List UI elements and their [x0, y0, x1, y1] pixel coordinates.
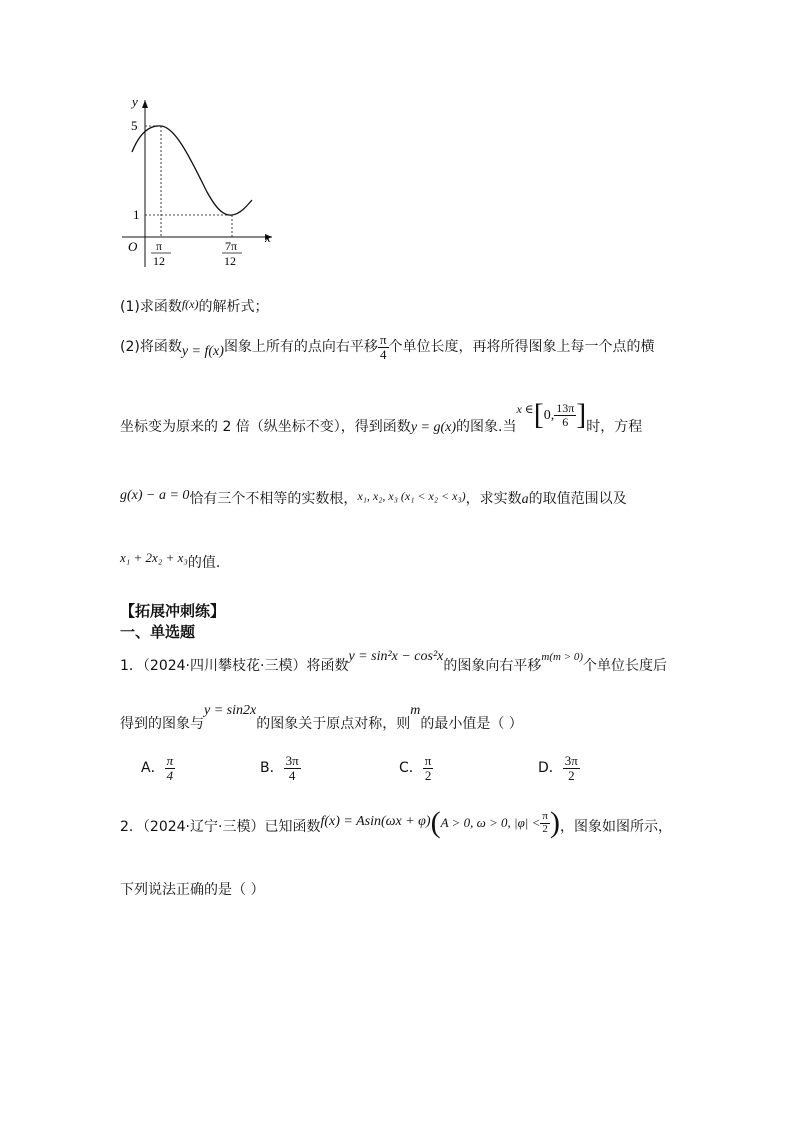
- x-axis-label: x: [265, 230, 271, 245]
- x-tick1-den: 12: [153, 254, 165, 268]
- p1-text-4: 的最小值是（ ）: [420, 716, 523, 732]
- question-2-line-4: [120, 550, 220, 572]
- p1-number: 1．: [120, 658, 143, 674]
- option-c-num: π: [424, 753, 432, 768]
- q2-interval-den: 6: [562, 414, 569, 429]
- option-d[interactable]: [538, 754, 580, 782]
- problem-2-line-1: [120, 808, 672, 838]
- option-c-label: C．: [399, 760, 423, 777]
- p2-left-paren: (: [430, 806, 441, 839]
- q2-line3c: 的取值范围以及: [528, 491, 627, 507]
- option-a-label: A．: [141, 760, 165, 777]
- right-bracket: ]: [576, 398, 587, 431]
- option-c-den: 2: [424, 767, 432, 783]
- q2-interval-num: 13π: [556, 400, 575, 415]
- q2-interval-left: 0,: [543, 408, 555, 423]
- p1-m-cond: m(m > 0): [541, 651, 584, 663]
- section-heading: 【拓展冲刺练】: [120, 602, 226, 620]
- q2-expr: y = f(x): [181, 344, 224, 360]
- q2-a: a: [521, 492, 529, 507]
- p2-cond-fraction: [540, 811, 550, 835]
- subsection-heading: 一、单选题: [120, 623, 196, 641]
- q2-x-in: x ∈: [516, 402, 534, 416]
- q2-gfunc: y = g(x): [410, 420, 457, 435]
- option-d-fraction: [563, 754, 580, 782]
- p1-m: m: [410, 703, 421, 718]
- option-b-label: B．: [260, 760, 284, 777]
- p1-source: （2024·四川攀枝花·三模）将函数: [142, 658, 349, 674]
- option-c[interactable]: [399, 754, 433, 782]
- q2-sum: x₁ + 2x₂ + x₃: [120, 550, 188, 565]
- option-a-fraction: [165, 754, 176, 782]
- q2-line3b: ，求实数: [465, 491, 522, 507]
- p1-text-1: 的图象向右平移: [443, 658, 542, 674]
- function-graph: [112, 92, 282, 272]
- question-2-line-2: [120, 400, 642, 436]
- q2-interval-fraction: [554, 402, 576, 428]
- p2-line2: 下列说法正确的是（ ）: [120, 882, 265, 898]
- q2-prefix: (2)将函数: [120, 339, 182, 356]
- option-b-fraction: [284, 754, 301, 782]
- x-tick2-num: 7π: [225, 239, 238, 253]
- q1-func: f(x): [181, 297, 199, 311]
- q2-line2b: 的图象.当: [456, 419, 517, 435]
- p1-text-2: 个单位长度后: [583, 658, 668, 674]
- question-2-line-1: [120, 333, 655, 361]
- problem-1-line-1: [120, 649, 667, 675]
- p2-source: （2024·辽宁·三模）已知函数: [142, 819, 321, 835]
- question-2-line-3: [120, 488, 627, 508]
- q2-shift-num: π: [379, 332, 387, 347]
- p1-text-3: 的图象关于原点对称，则: [256, 716, 411, 732]
- p1-f2: y = sin2x: [204, 703, 257, 718]
- p2-text-1: ，图象如图所示，: [559, 819, 672, 835]
- y-axis-arrow: [142, 100, 148, 108]
- option-b-num: 3π: [285, 753, 299, 768]
- problem-2-line-2: [120, 879, 264, 899]
- y-axis-label: y: [132, 94, 138, 109]
- x-tick2-den: 12: [224, 254, 236, 268]
- q2-text-2: 个单位长度，再将所得图象上每一个点的横: [388, 339, 655, 356]
- q2-roots: x₁, x₂, x₃ (x₁ < x₂ < x₃): [357, 489, 466, 503]
- origin-label: O: [128, 239, 138, 254]
- p2-func: f(x) = Asin(ωx + φ): [320, 814, 431, 829]
- q1-suffix: 的解析式；: [198, 299, 269, 315]
- p2-right-paren: ): [549, 806, 560, 839]
- option-c-fraction: [423, 754, 434, 782]
- option-b-den: 4: [288, 767, 296, 783]
- question-1: [120, 296, 269, 316]
- y-max-label: 5: [131, 118, 138, 133]
- q2-equation: g(x) − a = 0: [120, 488, 190, 503]
- left-bracket: [: [533, 398, 544, 431]
- p1-line2: 得到的图象与: [120, 716, 204, 732]
- option-d-num: 3π: [564, 753, 578, 768]
- p2-number: 2．: [120, 819, 143, 835]
- q2-text-1: 图象上所有的点向右平移: [223, 339, 378, 356]
- q2-shift-fraction: [378, 333, 389, 361]
- problem-1-line-2: [120, 703, 523, 733]
- p2-cond-den: 2: [542, 822, 548, 835]
- q2-line2: 坐标变为原来的 2 倍（纵坐标不变），得到函数: [120, 419, 411, 435]
- p2-cond-num: π: [542, 809, 548, 822]
- q2-line4: 的值.: [187, 555, 221, 571]
- option-b[interactable]: [260, 754, 301, 782]
- q2-line3: 恰有三个不相等的实数根，: [189, 491, 358, 507]
- p2-cond: A > 0, ω > 0, |φ| <: [440, 815, 541, 830]
- option-a[interactable]: [141, 754, 175, 782]
- p1-func: y = sin²x − cos²x: [348, 649, 444, 664]
- option-d-label: D．: [538, 760, 563, 777]
- y-min-label: 1: [133, 207, 140, 222]
- option-a-num: π: [166, 753, 174, 768]
- option-a-den: 4: [166, 767, 174, 783]
- q1-prefix: (1)求函数: [120, 299, 182, 315]
- q2-line2c: 时，方程: [586, 419, 643, 435]
- sine-curve: [132, 126, 252, 215]
- q2-shift-den: 4: [379, 346, 387, 362]
- option-d-den: 2: [568, 767, 575, 783]
- x-tick1-num: π: [156, 239, 163, 253]
